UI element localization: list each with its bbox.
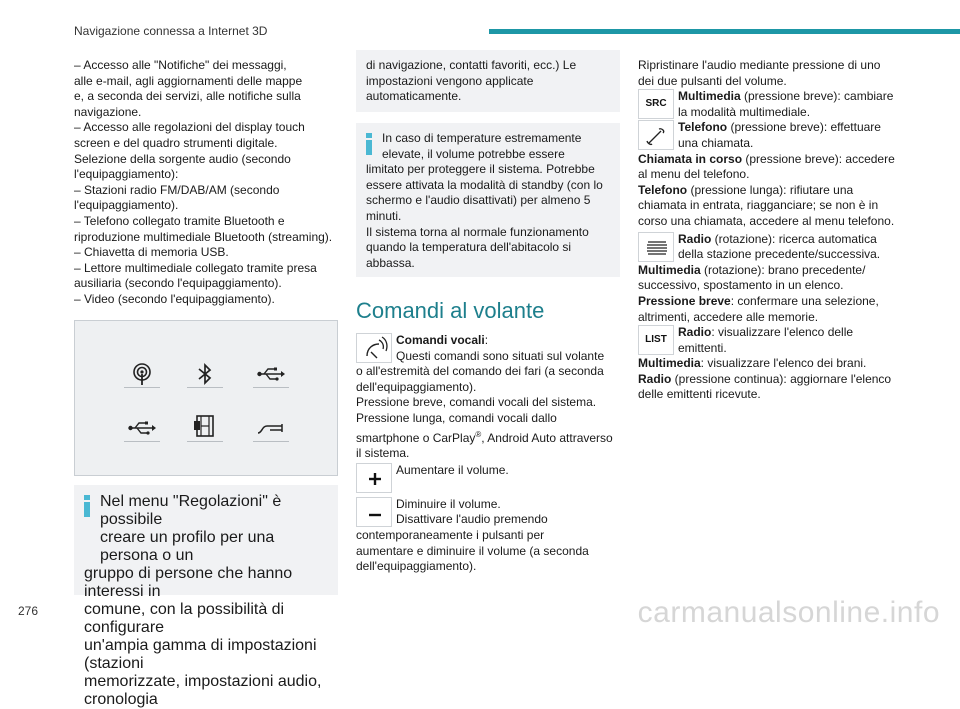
list-block (638, 325, 902, 356)
text-line: Ripristinare l'audio mediante pressione di uno (638, 58, 881, 72)
text-line: In caso di temperature estremamente (382, 131, 582, 145)
text-line: una chiamata. (678, 135, 754, 150)
text-line: un'ampia gamma di impostazioni (stazioni (84, 637, 317, 672)
text-line: Chiamata in corso (pressione breve): accedere (638, 151, 895, 166)
text-line: – Telefono collegato tramite Bluetooth e (74, 213, 285, 228)
text-line: – Lettore multimediale collegato tramite presa (74, 260, 317, 275)
text-line: Diminuire il volume. (396, 496, 501, 511)
text-line: Multimedia (rotazione): brano precedente/ (638, 262, 866, 277)
text-line: il sistema. (356, 446, 410, 461)
column-1 (74, 58, 338, 308)
text-line: Disattivare l'audio premendo (396, 512, 548, 527)
text-line: gruppo di persone che hanno interessi in (84, 565, 293, 600)
text-line: comune, con la possibilità di configurare (84, 601, 285, 636)
phone-icon (638, 120, 674, 150)
phone-block (638, 120, 902, 151)
voice-label-suffix: : (484, 333, 489, 347)
column-2-controls (356, 333, 620, 575)
text-line: Telefono (pressione breve): effettuare (678, 120, 881, 135)
text-line: essere attivata la modalità di standby (con lo (366, 177, 603, 192)
text-line: Nel menu "Regolazioni" è possibile (100, 493, 282, 528)
text-line: corso una chiamata, accedere al menu telefono. (638, 213, 895, 228)
text-line: automaticamente. (366, 89, 462, 104)
info-box-profiles (74, 485, 338, 708)
text-line: – Stazioni radio FM/DAB/AM (secondo (74, 182, 280, 197)
info-icon (364, 133, 374, 155)
text-line: memorizzate, impostazioni audio, cronologia (84, 673, 322, 708)
text-line: limitato per proteggere il sistema. Potrebbe (366, 162, 595, 177)
text-line: Aumentare il volume. (396, 462, 509, 477)
usb-icon (254, 357, 288, 391)
info-icon (82, 495, 92, 517)
text-line: Questi comandi sono situati sul volante (396, 348, 605, 363)
text-line: Radio: visualizzare l'elenco delle (678, 325, 854, 340)
page-number: 276 (18, 604, 39, 618)
text-line: l'equipaggiamento): (74, 167, 179, 182)
text-line: dell'equipaggiamento). (356, 379, 477, 394)
text-line: emittenti. (678, 340, 727, 355)
registered-mark: ® (475, 429, 482, 439)
carplay-suffix: , Android Auto attraverso (481, 430, 613, 445)
text-line: quando la temperatura dell'abitacolo si (366, 240, 572, 255)
volume-up-block (356, 463, 620, 493)
text-line: riproduzione multimediale Bluetooth (streaming). (74, 229, 333, 244)
aux-cable-icon (254, 411, 288, 445)
text-line: alle e-mail, agli aggiornamenti delle mappe (74, 73, 303, 88)
text-line: Multimedia (pressione breve): cambiare (678, 89, 894, 104)
info-box-temperature (356, 123, 620, 277)
minus-icon (356, 497, 392, 527)
text-line: elevate, il volume potrebbe essere (382, 146, 565, 161)
text-line: – Accesso alle "Notifiche" dei messaggi, (74, 58, 287, 72)
divider (253, 441, 289, 442)
volume-down-block (356, 497, 620, 575)
text-line: delle emittenti ricevute. (638, 387, 761, 402)
watermark: carmanualsonline.info (637, 596, 940, 629)
text-line: Telefono (pressione lunga): rifiutare una (638, 182, 854, 197)
text-line: navigazione. (74, 104, 142, 119)
text-line: Radio (rotazione): ricerca automatica (678, 231, 877, 246)
text-line: successivo, spostamento in un elenco. (638, 278, 844, 293)
running-header: Navigazione connessa a Internet 3D (74, 24, 268, 38)
divider (253, 387, 289, 388)
text-line: Multimedia: visualizzare l'elenco dei brani. (638, 356, 867, 371)
info-box-continued (356, 50, 620, 112)
bluetooth-icon (188, 357, 222, 391)
text-line: impostazioni vengono applicate (366, 73, 534, 88)
text-line: della stazione precedente/successiva. (678, 247, 881, 262)
divider (187, 387, 223, 388)
radio-icon (125, 357, 159, 391)
text-line: Pressione breve: confermare una selezione, (638, 293, 879, 308)
text-line: minuti. (366, 208, 402, 223)
text-line: Pressione breve, comandi vocali del sistema. (356, 395, 597, 410)
text-line: la modalità multimediale. (678, 104, 811, 119)
list-icon: LIST (638, 325, 674, 355)
voice-command-icon (356, 333, 392, 363)
text-line: – Chiavetta di memoria USB. (74, 245, 229, 260)
text-line: Il sistema torna al normale funzionamento (366, 224, 589, 239)
text-line: – Accesso alle regolazioni del display touch (74, 120, 305, 135)
column-3 (638, 58, 902, 403)
text-line: – Video (secondo l'equipaggiamento). (74, 291, 275, 306)
voice-commands-block (356, 333, 620, 462)
radio-rotation-block (638, 232, 902, 263)
text-line: Selezione della sorgente audio (secondo (74, 151, 291, 166)
divider (187, 441, 223, 442)
text-line: dei due pulsanti del volume. (638, 73, 787, 88)
text-line: contemporaneamente i pulsanti per (356, 527, 545, 542)
text-line: aumentare e diminuire il volume (a seconda (356, 543, 589, 558)
text-line: creare un profilo per una persona o un (100, 529, 275, 564)
divider (124, 441, 160, 442)
thumbwheel-icon (638, 232, 674, 262)
text-line (356, 333, 620, 349)
text-line: chiamata in entrata, riagganciare; se non è in (638, 198, 879, 213)
text-line: o all'estremità del comando dei fari (a seconda (356, 364, 604, 379)
text-line: dell'equipaggiamento). (356, 559, 477, 574)
voice-label: Comandi vocali (396, 333, 485, 347)
text-line (356, 427, 620, 447)
text-line: di navigazione, contatti favoriti, ecc.) Le (366, 58, 577, 72)
text-line: schermo e l'audio disattivati) per almeno 5 (366, 193, 591, 208)
text-line: e, a seconda dei servizi, alle notifiche sulla (74, 89, 301, 104)
src-icon: SRC (638, 89, 674, 119)
divider (124, 387, 160, 388)
video-icon (188, 409, 222, 443)
text-line: Pressione lunga, comandi vocali dallo (356, 410, 557, 425)
text-line: ausiliaria (secondo l'equipaggiamento). (74, 276, 282, 291)
text-line: altrimenti, accedere alle memorie. (638, 309, 819, 324)
text-line: screen e del quadro strumenti digitale. (74, 135, 278, 150)
src-block (638, 89, 902, 120)
text-line: abbassa. (366, 255, 415, 270)
text-line: al menu del telefono. (638, 167, 750, 182)
text-line: l'equipaggiamento). (74, 198, 179, 213)
usb-icon (125, 411, 159, 445)
plus-icon (356, 463, 392, 493)
audio-source-icons-panel (74, 320, 338, 476)
carplay-text: smartphone o CarPlay (356, 430, 476, 445)
text-line: Radio (pressione continua): aggiornare l'elenco (638, 371, 892, 386)
header-accent-bar (489, 29, 960, 34)
section-title: Comandi al volante (356, 298, 545, 323)
